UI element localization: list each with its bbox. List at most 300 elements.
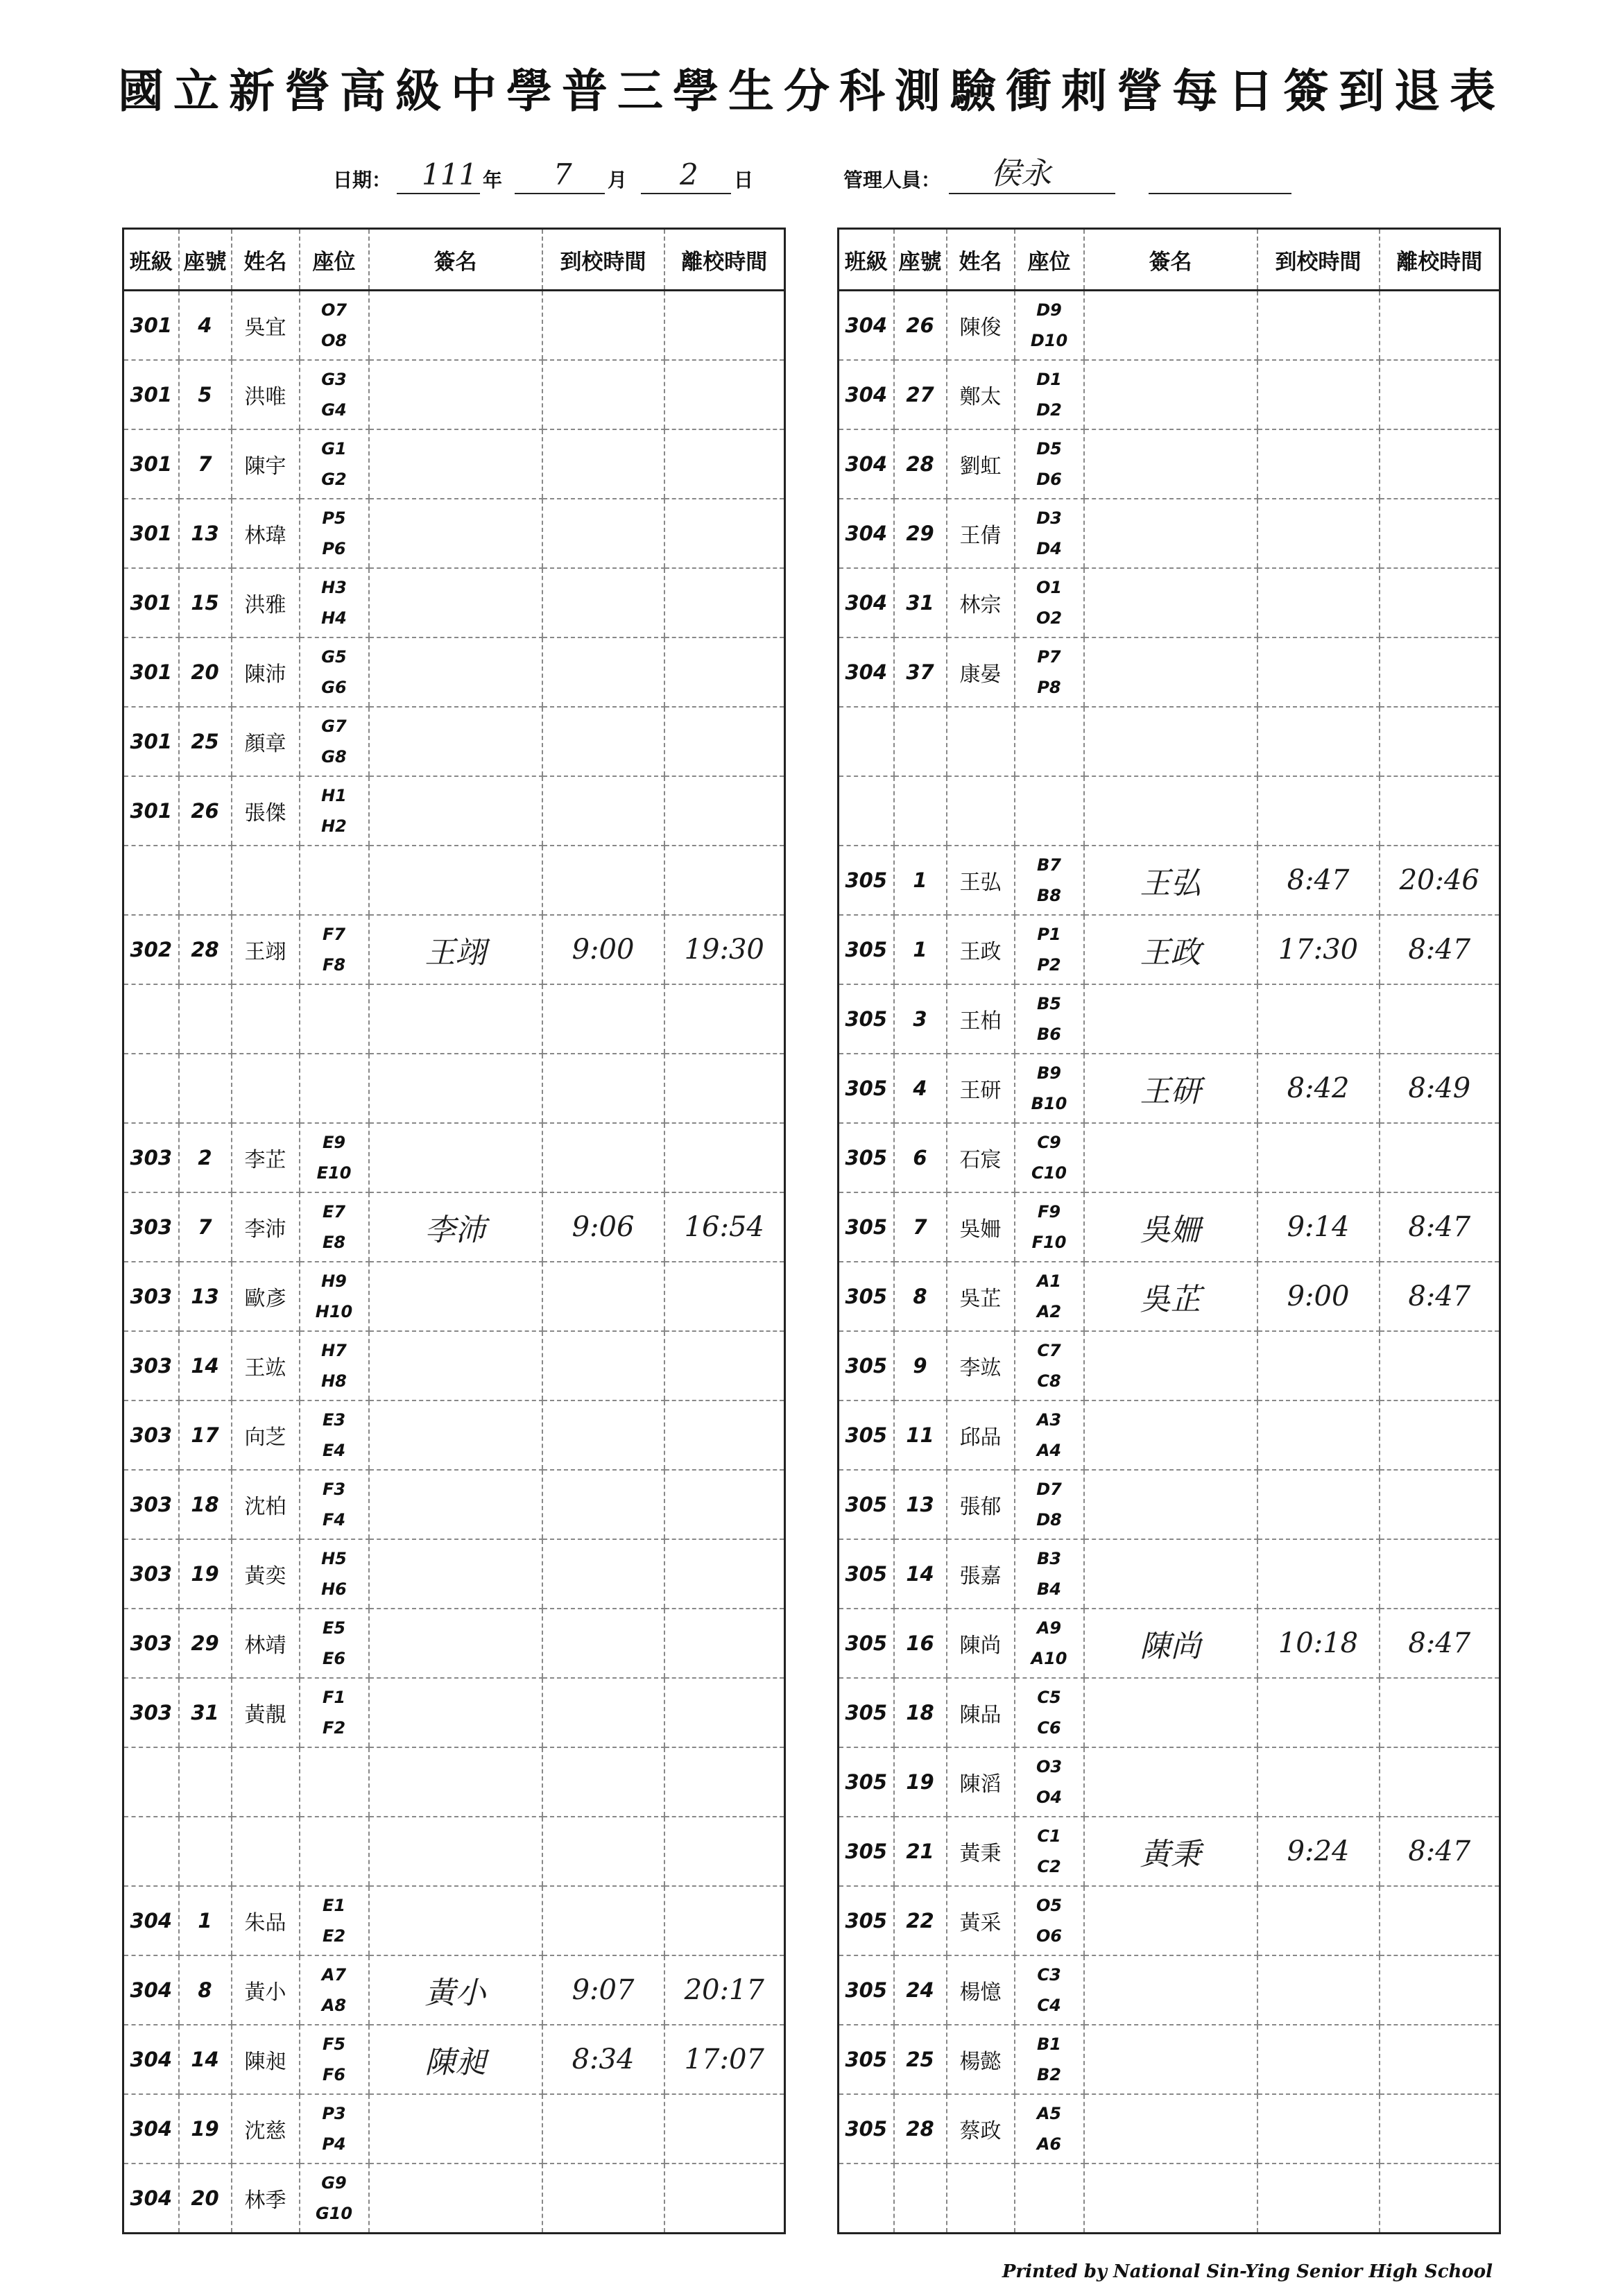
seat-code-1: A3	[1036, 1410, 1062, 1430]
departure-time-cell	[664, 776, 785, 846]
name-cell: 張傑	[232, 776, 300, 846]
departure-time-cell: 8:47	[1380, 915, 1500, 984]
seat-no-cell	[179, 846, 232, 915]
departure-time-cell	[1380, 1678, 1500, 1747]
signature-cell	[369, 1817, 542, 1886]
position-cell	[300, 2025, 369, 2094]
position-cell	[300, 776, 369, 846]
class-cell: 305	[839, 984, 894, 1054]
page-title: 國立新營高級中學普三學生分科測驗衝刺營每日簽到退表	[118, 64, 1505, 118]
seat-code-2: B4	[1037, 1579, 1061, 1599]
signature-cell	[369, 1747, 542, 1817]
departure-time-cell	[664, 1747, 785, 1817]
seat-code-2: H10	[315, 1302, 353, 1321]
class-cell: 303	[123, 1262, 179, 1331]
arrival-time-cell	[1257, 568, 1380, 637]
seat-code-1: A7	[321, 1965, 347, 1985]
signature-cell: 黃小	[369, 1955, 542, 2025]
seat-code-1: A9	[1036, 1618, 1062, 1638]
departure-time-cell	[664, 707, 785, 776]
table-row	[123, 1123, 785, 1192]
seat-code-1: O1	[1036, 578, 1063, 597]
seat-no-cell: 14	[179, 1331, 232, 1400]
seat-code-1: D3	[1036, 508, 1062, 528]
class-cell: 304	[839, 568, 894, 637]
seat-code-2: P4	[322, 2134, 346, 2154]
class-cell: 303	[123, 1539, 179, 1609]
date-header	[333, 157, 777, 201]
column-header-class: 班級	[123, 229, 179, 291]
header-row	[123, 229, 785, 291]
seat-no-cell: 16	[894, 1609, 947, 1678]
position-cell	[300, 637, 369, 707]
arrival-time-cell	[542, 1400, 664, 1470]
departure-time-cell	[1380, 2094, 1500, 2164]
class-cell: 305	[839, 915, 894, 984]
table-row	[839, 1886, 1500, 1955]
name-cell: 康晏	[947, 637, 1015, 707]
name-cell: 石宸	[947, 1123, 1015, 1192]
name-cell: 李芷	[232, 1123, 300, 1192]
signature-cell	[369, 637, 542, 707]
arrival-time-cell	[542, 846, 664, 915]
class-cell	[839, 2164, 894, 2234]
seat-code-2: E8	[322, 1233, 346, 1252]
seat-no-cell: 25	[894, 2025, 947, 2094]
signature-cell	[1084, 1470, 1257, 1539]
name-cell: 王翊	[232, 915, 300, 984]
position-cell	[300, 1955, 369, 2025]
table-row	[123, 846, 785, 915]
signature-cell	[369, 1054, 542, 1123]
name-cell: 林宗	[947, 568, 1015, 637]
departure-time-cell: 19:30	[664, 915, 785, 984]
signature-cell	[369, 1609, 542, 1678]
class-cell	[839, 776, 894, 846]
arrival-time-cell	[1257, 1400, 1380, 1470]
seat-no-cell: 13	[894, 1470, 947, 1539]
seat-code-2: O4	[1036, 1788, 1063, 1807]
arrival-time-cell	[542, 1470, 664, 1539]
signature-cell	[369, 1678, 542, 1747]
position-cell	[300, 2164, 369, 2234]
arrival-time-cell	[1257, 291, 1380, 361]
position-cell	[300, 429, 369, 499]
position-cell	[1015, 291, 1084, 361]
departure-time-cell: 8:47	[1380, 1817, 1500, 1886]
signature-cell	[369, 1262, 542, 1331]
seat-no-cell: 5	[179, 360, 232, 429]
departure-time-cell	[1380, 2025, 1500, 2094]
arrival-time-cell	[542, 1123, 664, 1192]
signature-cell	[1084, 1123, 1257, 1192]
signature-cell	[1084, 1539, 1257, 1609]
class-cell: 305	[839, 1747, 894, 1817]
position-cell	[300, 1539, 369, 1609]
seat-code-1: E9	[322, 1133, 346, 1152]
table-row	[123, 2025, 785, 2094]
position-cell	[300, 1817, 369, 1886]
departure-time-cell	[1380, 1747, 1500, 1817]
seat-code-1: D5	[1036, 439, 1062, 459]
position-cell	[300, 1886, 369, 1955]
position-cell	[1015, 1192, 1084, 1262]
position-cell	[1015, 1955, 1084, 2025]
seat-code-1: B3	[1037, 1549, 1061, 1568]
departure-time-cell: 20:46	[1380, 846, 1500, 915]
seat-no-cell	[894, 2164, 947, 2234]
arrival-time-cell	[1257, 1747, 1380, 1817]
table-row	[839, 846, 1500, 915]
seat-code-2: F2	[322, 1718, 346, 1738]
signature-cell	[369, 1331, 542, 1400]
seat-code-2: H6	[321, 1579, 347, 1599]
seat-code-2: B10	[1031, 1094, 1067, 1113]
class-cell: 304	[123, 2094, 179, 2164]
name-cell	[947, 776, 1015, 846]
name-cell: 王竑	[232, 1331, 300, 1400]
table-row	[123, 360, 785, 429]
seat-code-2: F6	[322, 2065, 346, 2084]
seat-code-2: G2	[321, 470, 347, 489]
name-cell: 陳品	[947, 1678, 1015, 1747]
seat-code-2: A10	[1031, 1649, 1067, 1668]
column-header-arrival: 到校時間	[542, 229, 664, 291]
name-cell: 黃小	[232, 1955, 300, 2025]
signature-cell	[369, 568, 542, 637]
position-cell	[300, 2094, 369, 2164]
departure-time-cell	[664, 1470, 785, 1539]
seat-code-2: P2	[1037, 955, 1061, 975]
seat-code-1: G3	[321, 370, 347, 389]
departure-time-cell	[664, 1886, 785, 1955]
seat-code-1: G5	[321, 647, 347, 667]
class-cell: 303	[123, 1331, 179, 1400]
name-cell: 陳宇	[232, 429, 300, 499]
seat-no-cell: 26	[894, 291, 947, 361]
seat-code-1: P7	[1037, 647, 1061, 667]
name-cell: 沈慈	[232, 2094, 300, 2164]
seat-code-1: H5	[321, 1549, 347, 1568]
table-row	[839, 1400, 1500, 1470]
position-cell	[300, 360, 369, 429]
table-row	[839, 499, 1500, 568]
signature-cell	[369, 707, 542, 776]
seat-code-1: A5	[1036, 2104, 1062, 2123]
arrival-time-cell	[1257, 499, 1380, 568]
seat-code-2: D6	[1036, 470, 1062, 489]
seat-no-cell: 31	[894, 568, 947, 637]
arrival-time-cell	[1257, 776, 1380, 846]
class-cell: 305	[839, 2094, 894, 2164]
departure-time-cell: 8:47	[1380, 1192, 1500, 1262]
class-cell	[123, 846, 179, 915]
arrival-time-cell: 17:30	[1257, 915, 1380, 984]
position-cell	[300, 1609, 369, 1678]
class-cell: 301	[123, 499, 179, 568]
seat-no-cell: 19	[179, 1539, 232, 1609]
signature-cell	[369, 499, 542, 568]
seat-code-2: O6	[1036, 1926, 1063, 1946]
attendance-table-left	[122, 228, 786, 2234]
seat-code-2: O8	[320, 331, 347, 350]
arrival-time-cell: 9:24	[1257, 1817, 1380, 1886]
seat-no-cell: 17	[179, 1400, 232, 1470]
table-row	[123, 1886, 785, 1955]
seat-no-cell: 6	[894, 1123, 947, 1192]
seat-code-2: C6	[1037, 1718, 1061, 1738]
signature-cell	[1084, 1747, 1257, 1817]
class-cell: 305	[839, 1331, 894, 1400]
table-row	[123, 429, 785, 499]
seat-no-cell: 13	[179, 1262, 232, 1331]
seat-code-2: D10	[1030, 331, 1068, 350]
class-cell	[123, 984, 179, 1054]
position-cell	[1015, 1262, 1084, 1331]
signature-cell: 陳昶	[369, 2025, 542, 2094]
signature-cell	[1084, 429, 1257, 499]
signature-cell	[1084, 2094, 1257, 2164]
class-cell: 301	[123, 291, 179, 361]
arrival-time-cell	[1257, 2025, 1380, 2094]
seat-code-2: B6	[1037, 1025, 1061, 1044]
signature-cell	[369, 1400, 542, 1470]
signature-cell: 吳姍	[1084, 1192, 1257, 1262]
class-cell: 304	[123, 1955, 179, 2025]
seat-code-2: G8	[321, 747, 347, 766]
signature-cell	[1084, 291, 1257, 361]
signature-cell	[1084, 637, 1257, 707]
seat-no-cell: 25	[179, 707, 232, 776]
signature-cell	[1084, 707, 1257, 776]
table-row	[839, 291, 1500, 361]
arrival-time-cell	[1257, 2094, 1380, 2164]
position-cell	[1015, 1539, 1084, 1609]
class-cell: 305	[839, 2025, 894, 2094]
table-row	[123, 291, 785, 361]
signature-cell	[369, 2164, 542, 2234]
position-cell	[1015, 1747, 1084, 1817]
departure-time-cell	[1380, 1539, 1500, 1609]
signature-cell	[1084, 776, 1257, 846]
signature-cell: 王弘	[1084, 846, 1257, 915]
arrival-time-cell	[1257, 984, 1380, 1054]
arrival-time-cell	[1257, 1886, 1380, 1955]
table-row	[839, 1539, 1500, 1609]
seat-no-cell	[179, 984, 232, 1054]
column-header-seat-no: 座號	[894, 229, 947, 291]
name-cell: 黃奕	[232, 1539, 300, 1609]
name-cell: 張嘉	[947, 1539, 1015, 1609]
table-row	[123, 1678, 785, 1747]
name-cell	[232, 1054, 300, 1123]
departure-time-cell	[1380, 776, 1500, 846]
position-cell	[1015, 2094, 1084, 2164]
seat-no-cell: 20	[179, 637, 232, 707]
table-row	[839, 1331, 1500, 1400]
seat-code-1: D7	[1036, 1480, 1062, 1499]
departure-time-cell	[664, 846, 785, 915]
seat-code-2: O2	[1036, 608, 1063, 628]
name-cell: 沈柏	[232, 1470, 300, 1539]
seat-no-cell: 28	[894, 429, 947, 499]
position-cell	[1015, 2164, 1084, 2234]
arrival-time-cell	[1257, 1539, 1380, 1609]
departure-time-cell	[664, 2094, 785, 2164]
table-row	[123, 1400, 785, 1470]
table-row	[839, 360, 1500, 429]
class-cell: 303	[123, 1678, 179, 1747]
position-cell	[300, 291, 369, 361]
month-unit: 月	[608, 169, 628, 191]
name-cell: 林靖	[232, 1609, 300, 1678]
seat-code-2: C2	[1037, 1857, 1061, 1876]
position-cell	[1015, 1886, 1084, 1955]
seat-no-cell	[179, 1817, 232, 1886]
seat-code-1: E7	[322, 1202, 346, 1222]
seat-no-cell: 29	[179, 1609, 232, 1678]
seat-code-2: E2	[322, 1926, 346, 1946]
position-cell	[300, 1470, 369, 1539]
table-row	[839, 2094, 1500, 2164]
month-line	[515, 193, 605, 194]
name-cell: 歐彥	[232, 1262, 300, 1331]
seat-code-1: C5	[1037, 1688, 1061, 1707]
name-cell	[232, 984, 300, 1054]
table-row	[839, 915, 1500, 984]
name-cell: 陳昶	[232, 2025, 300, 2094]
name-cell: 洪雅	[232, 568, 300, 637]
departure-time-cell	[664, 2164, 785, 2234]
seat-code-2: G4	[321, 400, 347, 420]
name-cell: 王政	[947, 915, 1015, 984]
departure-time-cell	[664, 568, 785, 637]
seat-no-cell: 4	[894, 1054, 947, 1123]
position-cell	[1015, 1331, 1084, 1400]
arrival-time-cell	[1257, 1955, 1380, 2025]
signature-cell: 李沛	[369, 1192, 542, 1262]
signature-cell	[1084, 1955, 1257, 2025]
seat-code-1: E3	[322, 1410, 346, 1430]
signature-cell	[1084, 1400, 1257, 1470]
seat-code-1: D9	[1036, 300, 1062, 320]
table-row	[123, 568, 785, 637]
arrival-time-cell	[542, 429, 664, 499]
attendance-table-right	[837, 228, 1501, 2234]
arrival-time-cell	[542, 1678, 664, 1747]
departure-time-cell	[664, 637, 785, 707]
table-row	[839, 637, 1500, 707]
manager-line-extra	[1149, 193, 1291, 194]
departure-time-cell: 17:07	[664, 2025, 785, 2094]
day-unit: 日	[734, 169, 754, 191]
departure-time-cell: 16:54	[664, 1192, 785, 1262]
arrival-time-cell	[542, 1539, 664, 1609]
class-cell: 301	[123, 776, 179, 846]
month-value: 7	[553, 157, 572, 191]
class-cell: 304	[123, 1886, 179, 1955]
table-row	[839, 1123, 1500, 1192]
class-cell: 304	[839, 637, 894, 707]
class-cell	[123, 1054, 179, 1123]
arrival-time-cell: 8:42	[1257, 1054, 1380, 1123]
class-cell: 303	[123, 1609, 179, 1678]
seat-code-1: F1	[322, 1688, 346, 1707]
position-cell	[1015, 984, 1084, 1054]
class-cell: 303	[123, 1400, 179, 1470]
class-cell: 301	[123, 429, 179, 499]
position-cell	[300, 1400, 369, 1470]
seat-no-cell: 1	[894, 915, 947, 984]
signature-cell	[1084, 1331, 1257, 1400]
arrival-time-cell	[542, 776, 664, 846]
seat-code-2: D8	[1036, 1510, 1062, 1530]
signature-cell: 王研	[1084, 1054, 1257, 1123]
class-cell: 304	[130, 2186, 173, 2210]
name-cell: 王倩	[947, 499, 1015, 568]
seat-code-2: P8	[1037, 678, 1061, 697]
arrival-time-cell	[542, 984, 664, 1054]
seat-code-2: C4	[1037, 1996, 1061, 2015]
name-cell: 黃靚	[232, 1678, 300, 1747]
position-cell	[1015, 1054, 1084, 1123]
arrival-time-cell: 9:00	[1257, 1262, 1380, 1331]
position-cell	[1015, 360, 1084, 429]
table-row	[839, 1054, 1500, 1123]
departure-time-cell	[664, 984, 785, 1054]
seat-no-cell: 7	[179, 1192, 232, 1262]
class-cell: 301	[123, 707, 179, 776]
departure-time-cell: 8:47	[1380, 1609, 1500, 1678]
seat-code-2: A8	[321, 1996, 347, 2015]
column-header-seat-no: 座號	[179, 229, 232, 291]
class-cell: 305	[839, 1678, 894, 1747]
name-cell: 蔡政	[947, 2094, 1015, 2164]
table-row	[839, 1817, 1500, 1886]
manager-header	[843, 156, 1301, 201]
seat-code-1: C3	[1037, 1965, 1061, 1985]
seat-code-1: P1	[1037, 925, 1061, 944]
position-cell	[1015, 568, 1084, 637]
seat-no-cell: 19	[894, 1747, 947, 1817]
name-cell: 李竑	[947, 1331, 1015, 1400]
seat-code-1: B5	[1037, 994, 1061, 1013]
departure-time-cell	[1380, 2164, 1500, 2234]
position-cell	[300, 1262, 369, 1331]
name-cell: 陳滔	[947, 1747, 1015, 1817]
departure-time-cell	[664, 1331, 785, 1400]
seat-code-1: G1	[321, 439, 347, 459]
position-cell	[300, 846, 369, 915]
class-cell: 305	[839, 1955, 894, 2025]
arrival-time-cell	[542, 1747, 664, 1817]
departure-time-cell	[1380, 637, 1500, 707]
class-cell: 305	[839, 1539, 894, 1609]
departure-time-cell	[664, 291, 785, 361]
seat-code-1: C7	[1037, 1341, 1061, 1360]
class-cell: 305	[839, 1817, 894, 1886]
manager-value: 侯永	[990, 156, 1051, 191]
signature-cell: 吳芷	[1084, 1262, 1257, 1331]
departure-time-cell	[664, 1054, 785, 1123]
table-row	[839, 1470, 1500, 1539]
arrival-time-cell	[1257, 2164, 1380, 2234]
name-cell: 吳宜	[232, 291, 300, 361]
table-row	[123, 499, 785, 568]
seat-no-cell: 37	[894, 637, 947, 707]
footer-printer-note: Printed by National Sin-Ying Senior High School	[1002, 2261, 1493, 2282]
name-cell	[232, 846, 300, 915]
